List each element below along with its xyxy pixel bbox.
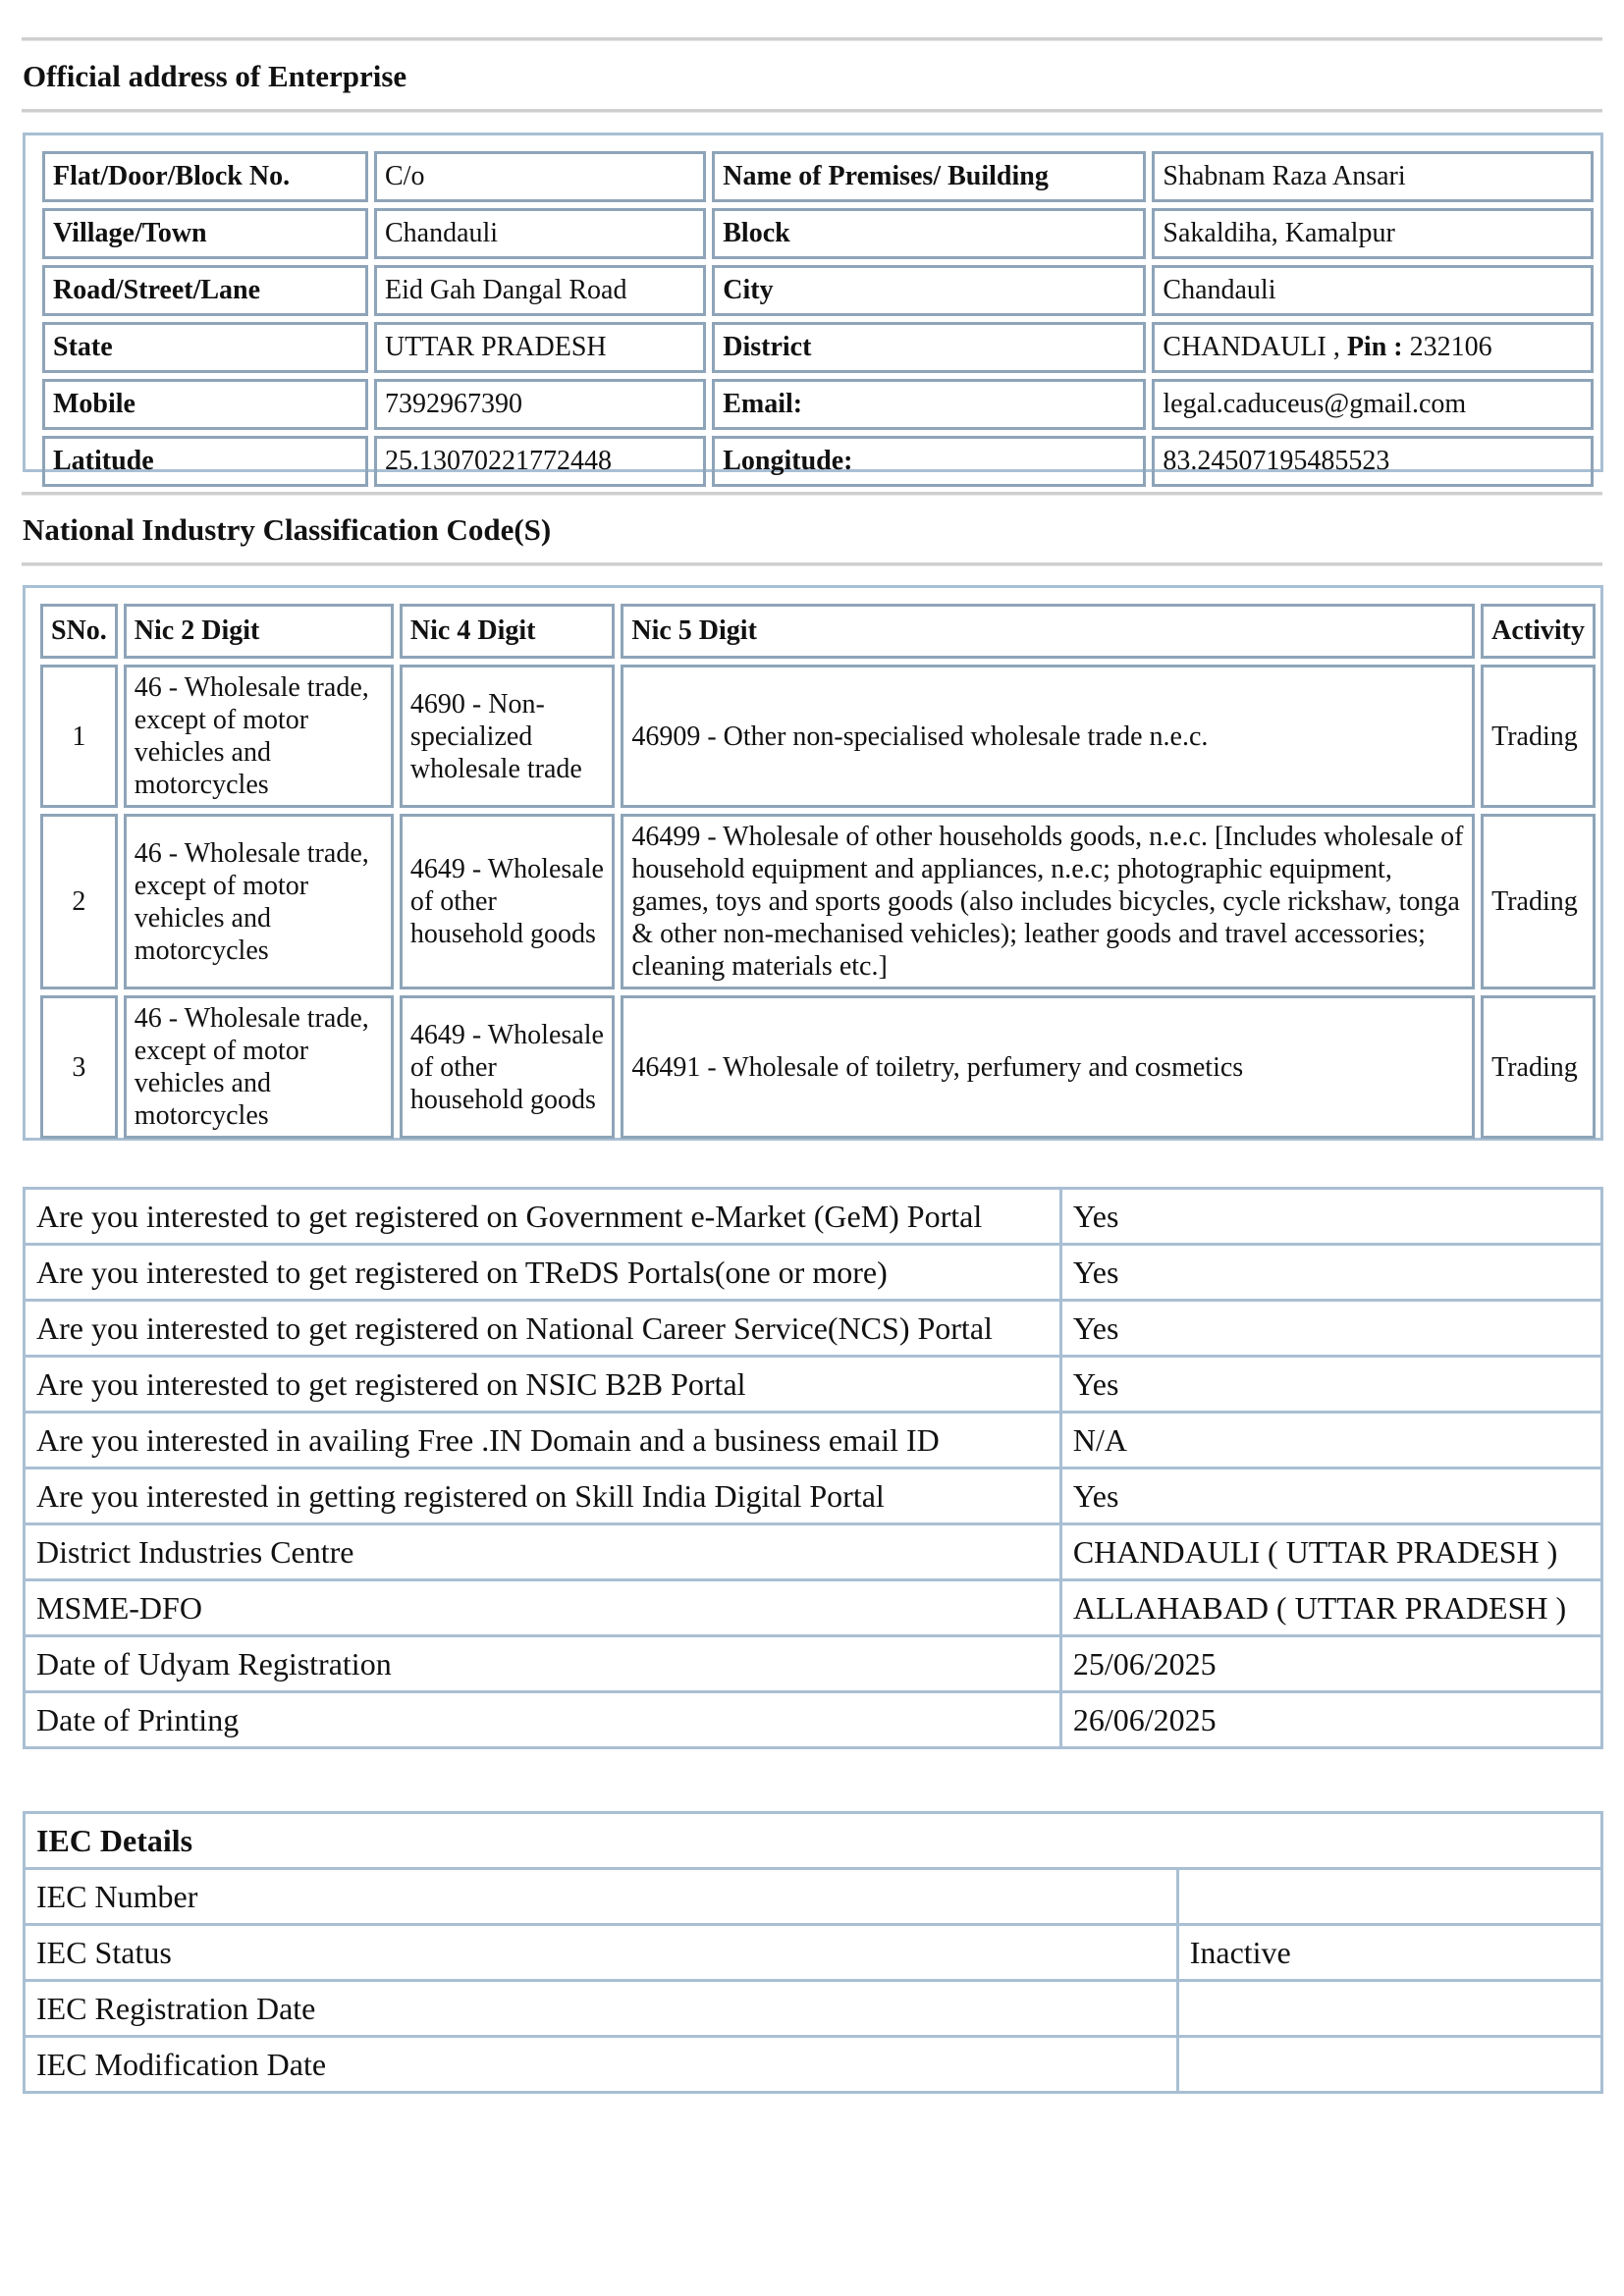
table-row	[25, 1301, 1602, 1357]
nic-4-digit: 4690 - Non-specialized wholesale trade	[400, 665, 615, 808]
top-divider	[22, 37, 1602, 41]
preference-value: Yes	[1060, 1357, 1601, 1413]
table-row	[42, 208, 1594, 259]
district-pin-cell	[1152, 322, 1594, 373]
address-value: legal.caduceus@gmail.com	[1152, 379, 1594, 430]
table-row	[42, 436, 1594, 487]
nic-2-digit: 46 - Wholesale trade, except of motor vehicles and motorcycles	[124, 995, 394, 1139]
table-header-row	[40, 604, 1596, 659]
address-section-title: Official address of Enterprise	[23, 59, 407, 93]
iec-value	[1177, 1869, 1601, 1925]
nic-activity: Trading	[1481, 995, 1596, 1139]
address-value: Chandauli	[374, 208, 706, 259]
address-label: Mobile	[42, 379, 368, 430]
preference-label: District Industries Centre	[25, 1524, 1061, 1580]
pin-value: 232106	[1409, 332, 1492, 362]
table-row	[25, 1869, 1602, 1925]
preference-label: Are you interested to get registered on National Career Service(NCS) Portal	[25, 1301, 1061, 1357]
address-label: Email:	[712, 379, 1146, 430]
address-value: 25.13070221772448	[374, 436, 706, 487]
address-label: Village/Town	[42, 208, 368, 259]
table-row	[25, 1925, 1602, 1981]
nic-sno: 2	[40, 814, 118, 989]
preference-label: Are you interested to get registered on NSIC B2B Portal	[25, 1357, 1061, 1413]
preference-value: ALLAHABAD ( UTTAR PRADESH )	[1060, 1580, 1601, 1636]
address-label: Flat/Door/Block No.	[42, 151, 368, 202]
nic-activity: Trading	[1481, 665, 1596, 808]
address-label: Name of Premises/ Building	[712, 151, 1146, 202]
table-row	[25, 1413, 1602, 1468]
table-row	[25, 1692, 1602, 1748]
iec-label: IEC Registration Date	[25, 1981, 1178, 2037]
nic-5-digit: 46491 - Wholesale of toiletry, perfumery and cosmetics	[621, 995, 1475, 1139]
table-row	[42, 151, 1594, 202]
table-row	[25, 1245, 1602, 1301]
iec-label: IEC Number	[25, 1869, 1178, 1925]
address-label: Road/Street/Lane	[42, 265, 368, 316]
table-row	[25, 1636, 1602, 1692]
table-row	[25, 2037, 1602, 2093]
address-value: UTTAR PRADESH	[374, 322, 706, 373]
column-header: Nic 4 Digit	[400, 604, 615, 659]
nic-2-digit: 46 - Wholesale trade, except of motor vehicles and motorcycles	[124, 814, 394, 989]
address-table	[36, 145, 1599, 493]
nic-section-title: National Industry Classification Code(S)	[23, 512, 552, 547]
column-header: Activity	[1481, 604, 1596, 659]
address-label: Latitude	[42, 436, 368, 487]
preference-value: Yes	[1060, 1468, 1601, 1524]
table-row	[25, 1357, 1602, 1413]
address-value: C/o	[374, 151, 706, 202]
table-row	[25, 1580, 1602, 1636]
iec-label: IEC Modification Date	[25, 2037, 1178, 2093]
column-header: SNo.	[40, 604, 118, 659]
address-value: 7392967390	[374, 379, 706, 430]
district-value: CHANDAULI ,	[1163, 332, 1340, 362]
table-header-row	[25, 1813, 1602, 1869]
preference-label: Are you interested to get registered on Government e-Market (GeM) Portal	[25, 1189, 1061, 1245]
registration-preferences-table	[23, 1187, 1603, 1749]
address-value: 83.24507195485523	[1152, 436, 1594, 487]
address-label: District	[712, 322, 1146, 373]
preference-label: Are you interested in availing Free .IN Domain and a business email ID	[25, 1413, 1061, 1468]
address-value: Eid Gah Dangal Road	[374, 265, 706, 316]
nic-sno: 1	[40, 665, 118, 808]
preference-label: MSME-DFO	[25, 1580, 1061, 1636]
iec-section-title: IEC Details	[25, 1813, 1602, 1869]
preference-value: Yes	[1060, 1189, 1601, 1245]
nic-2-digit: 46 - Wholesale trade, except of motor vehicles and motorcycles	[124, 665, 394, 808]
iec-value	[1177, 1981, 1601, 2037]
column-header: Nic 5 Digit	[621, 604, 1475, 659]
table-row	[25, 1524, 1602, 1580]
address-value: Chandauli	[1152, 265, 1594, 316]
nic-activity: Trading	[1481, 814, 1596, 989]
table-row	[40, 665, 1596, 808]
address-title-divider	[22, 109, 1602, 113]
iec-value	[1177, 2037, 1601, 2093]
address-value: Shabnam Raza Ansari	[1152, 151, 1594, 202]
nic-5-digit: 46499 - Wholesale of other households goods, n.e.c. [Includes wholesale of household equipment and appliances, n.e.c; photographic equipment, games, toys and sports goods (also includes bicycles, cycle rickshaw, tonga & other non-mechanised vehicles); leather goods and travel accessories; cleaning materials etc.]	[621, 814, 1475, 989]
nic-5-digit: 46909 - Other non-specialised wholesale trade n.e.c.	[621, 665, 1475, 808]
table-row	[25, 1189, 1602, 1245]
table-row	[42, 322, 1594, 373]
nic-4-digit: 4649 - Wholesale of other household goods	[400, 814, 615, 989]
preference-value: CHANDAULI ( UTTAR PRADESH )	[1060, 1524, 1601, 1580]
table-row	[25, 1981, 1602, 2037]
preference-label: Date of Udyam Registration	[25, 1636, 1061, 1692]
address-label: Block	[712, 208, 1146, 259]
table-row	[25, 1468, 1602, 1524]
address-label: City	[712, 265, 1146, 316]
preference-label: Are you interested in getting registered on Skill India Digital Portal	[25, 1468, 1061, 1524]
preference-value: 25/06/2025	[1060, 1636, 1601, 1692]
nic-4-digit: 4649 - Wholesale of other household goods	[400, 995, 615, 1139]
iec-label: IEC Status	[25, 1925, 1178, 1981]
column-header: Nic 2 Digit	[124, 604, 394, 659]
nic-title-divider	[22, 562, 1602, 566]
address-value: Sakaldiha, Kamalpur	[1152, 208, 1594, 259]
preference-value: 26/06/2025	[1060, 1692, 1601, 1748]
pin-label: Pin :	[1346, 332, 1403, 362]
preference-value: Yes	[1060, 1301, 1601, 1357]
address-label: Longitude:	[712, 436, 1146, 487]
preference-value: Yes	[1060, 1245, 1601, 1301]
table-row	[40, 995, 1596, 1139]
table-row	[42, 379, 1594, 430]
preference-label: Are you interested to get registered on TReDS Portals(one or more)	[25, 1245, 1061, 1301]
nic-table	[34, 598, 1601, 1145]
iec-details-table	[23, 1811, 1603, 2094]
iec-value: Inactive	[1177, 1925, 1601, 1981]
nic-top-divider	[22, 492, 1602, 496]
table-row	[40, 814, 1596, 989]
preference-value: N/A	[1060, 1413, 1601, 1468]
address-label: State	[42, 322, 368, 373]
nic-sno: 3	[40, 995, 118, 1139]
preference-label: Date of Printing	[25, 1692, 1061, 1748]
table-row	[42, 265, 1594, 316]
